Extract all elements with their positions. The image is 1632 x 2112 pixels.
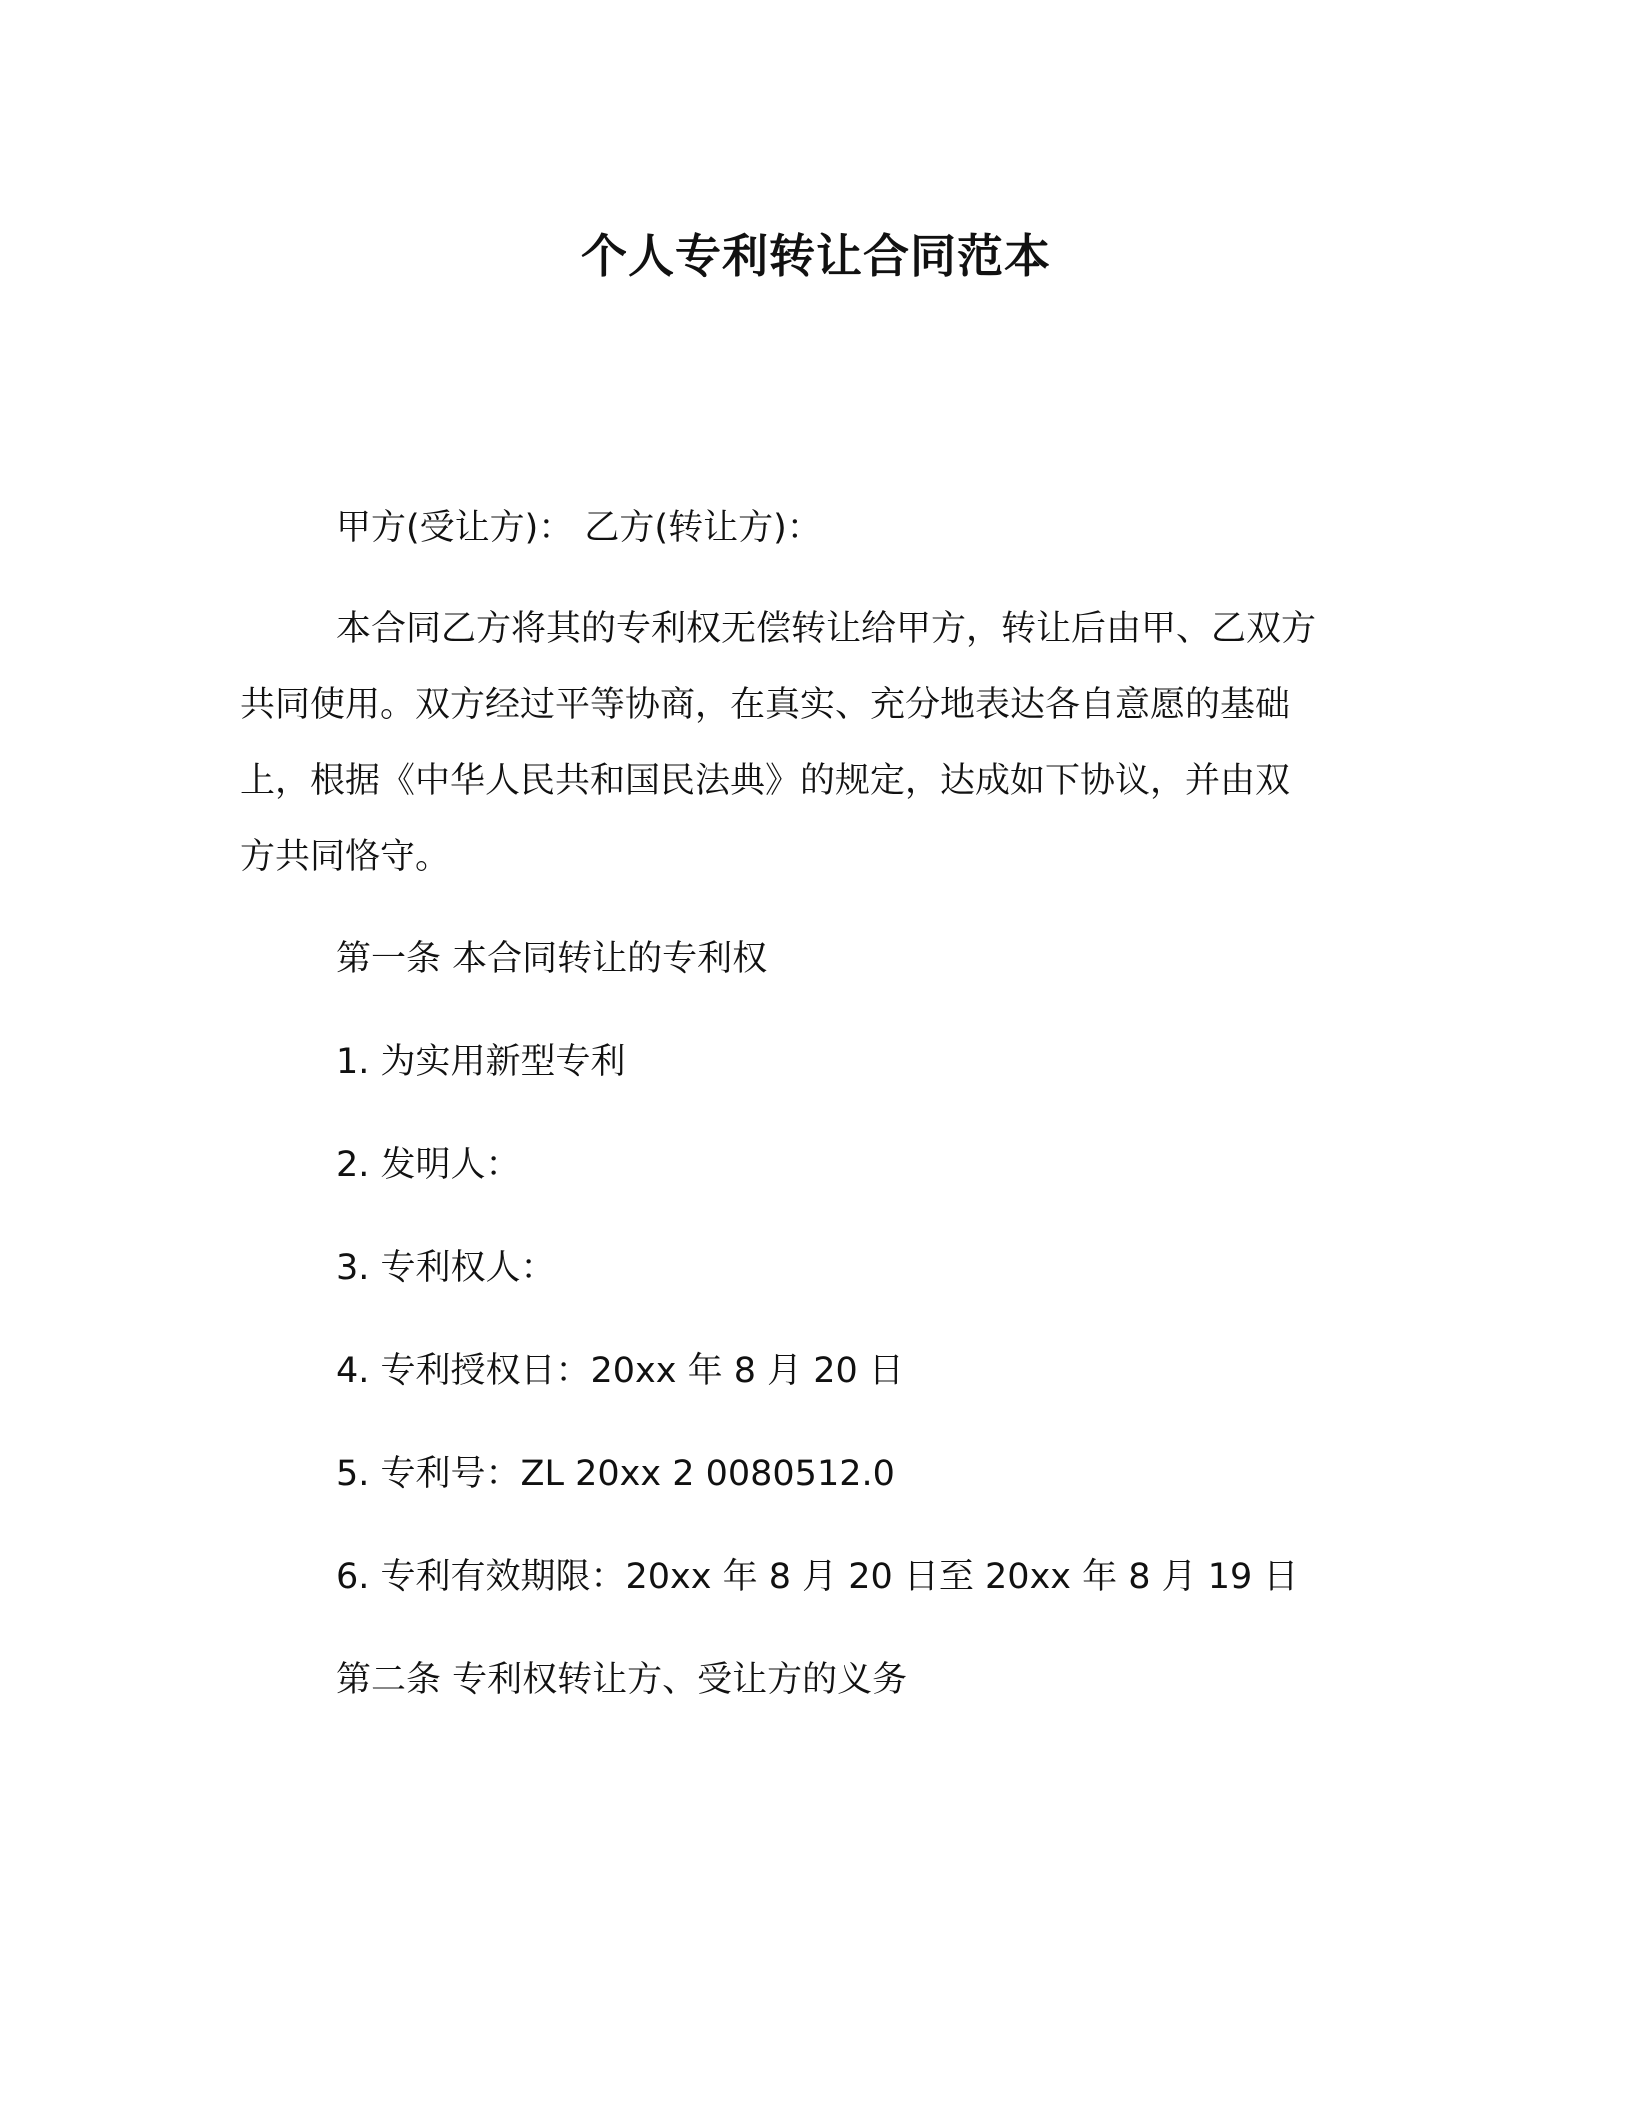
intro-line-1: 本合同乙方将其的专利权无偿转让给甲方，转让后由甲、乙双方 (336, 609, 1317, 649)
item-1: 1. 为实用新型专利 (336, 1042, 626, 1082)
intro-line-4: 方共同恪守。 (240, 837, 451, 877)
item-2: 2. 发明人： (336, 1145, 521, 1185)
item-5: 5. 专利号：ZL 20xx 2 0080512.0 (336, 1454, 895, 1494)
document-title: 个人专利转让合同范本 (581, 229, 1051, 283)
parties-line: 甲方(受让方)： 乙方(转让方)： (336, 508, 822, 548)
item-3: 3. 专利权人： (336, 1248, 556, 1288)
article-1-heading: 第一条 本合同转让的专利权 (336, 939, 768, 979)
item-4: 4. 专利授权日：20xx 年 8 月 20 日 (336, 1351, 904, 1391)
article-2-heading: 第二条 专利权转让方、受让方的义务 (336, 1660, 908, 1700)
intro-line-3: 上，根据《中华人民共和国民法典》的规定，达成如下协议，并由双 (240, 761, 1291, 801)
item-6: 6. 专利有效期限：20xx 年 8 月 20 日至 20xx 年 8 月 19 日 (336, 1557, 1299, 1597)
intro-line-2: 共同使用。双方经过平等协商，在真实、充分地表达各自意愿的基础 (240, 685, 1291, 725)
